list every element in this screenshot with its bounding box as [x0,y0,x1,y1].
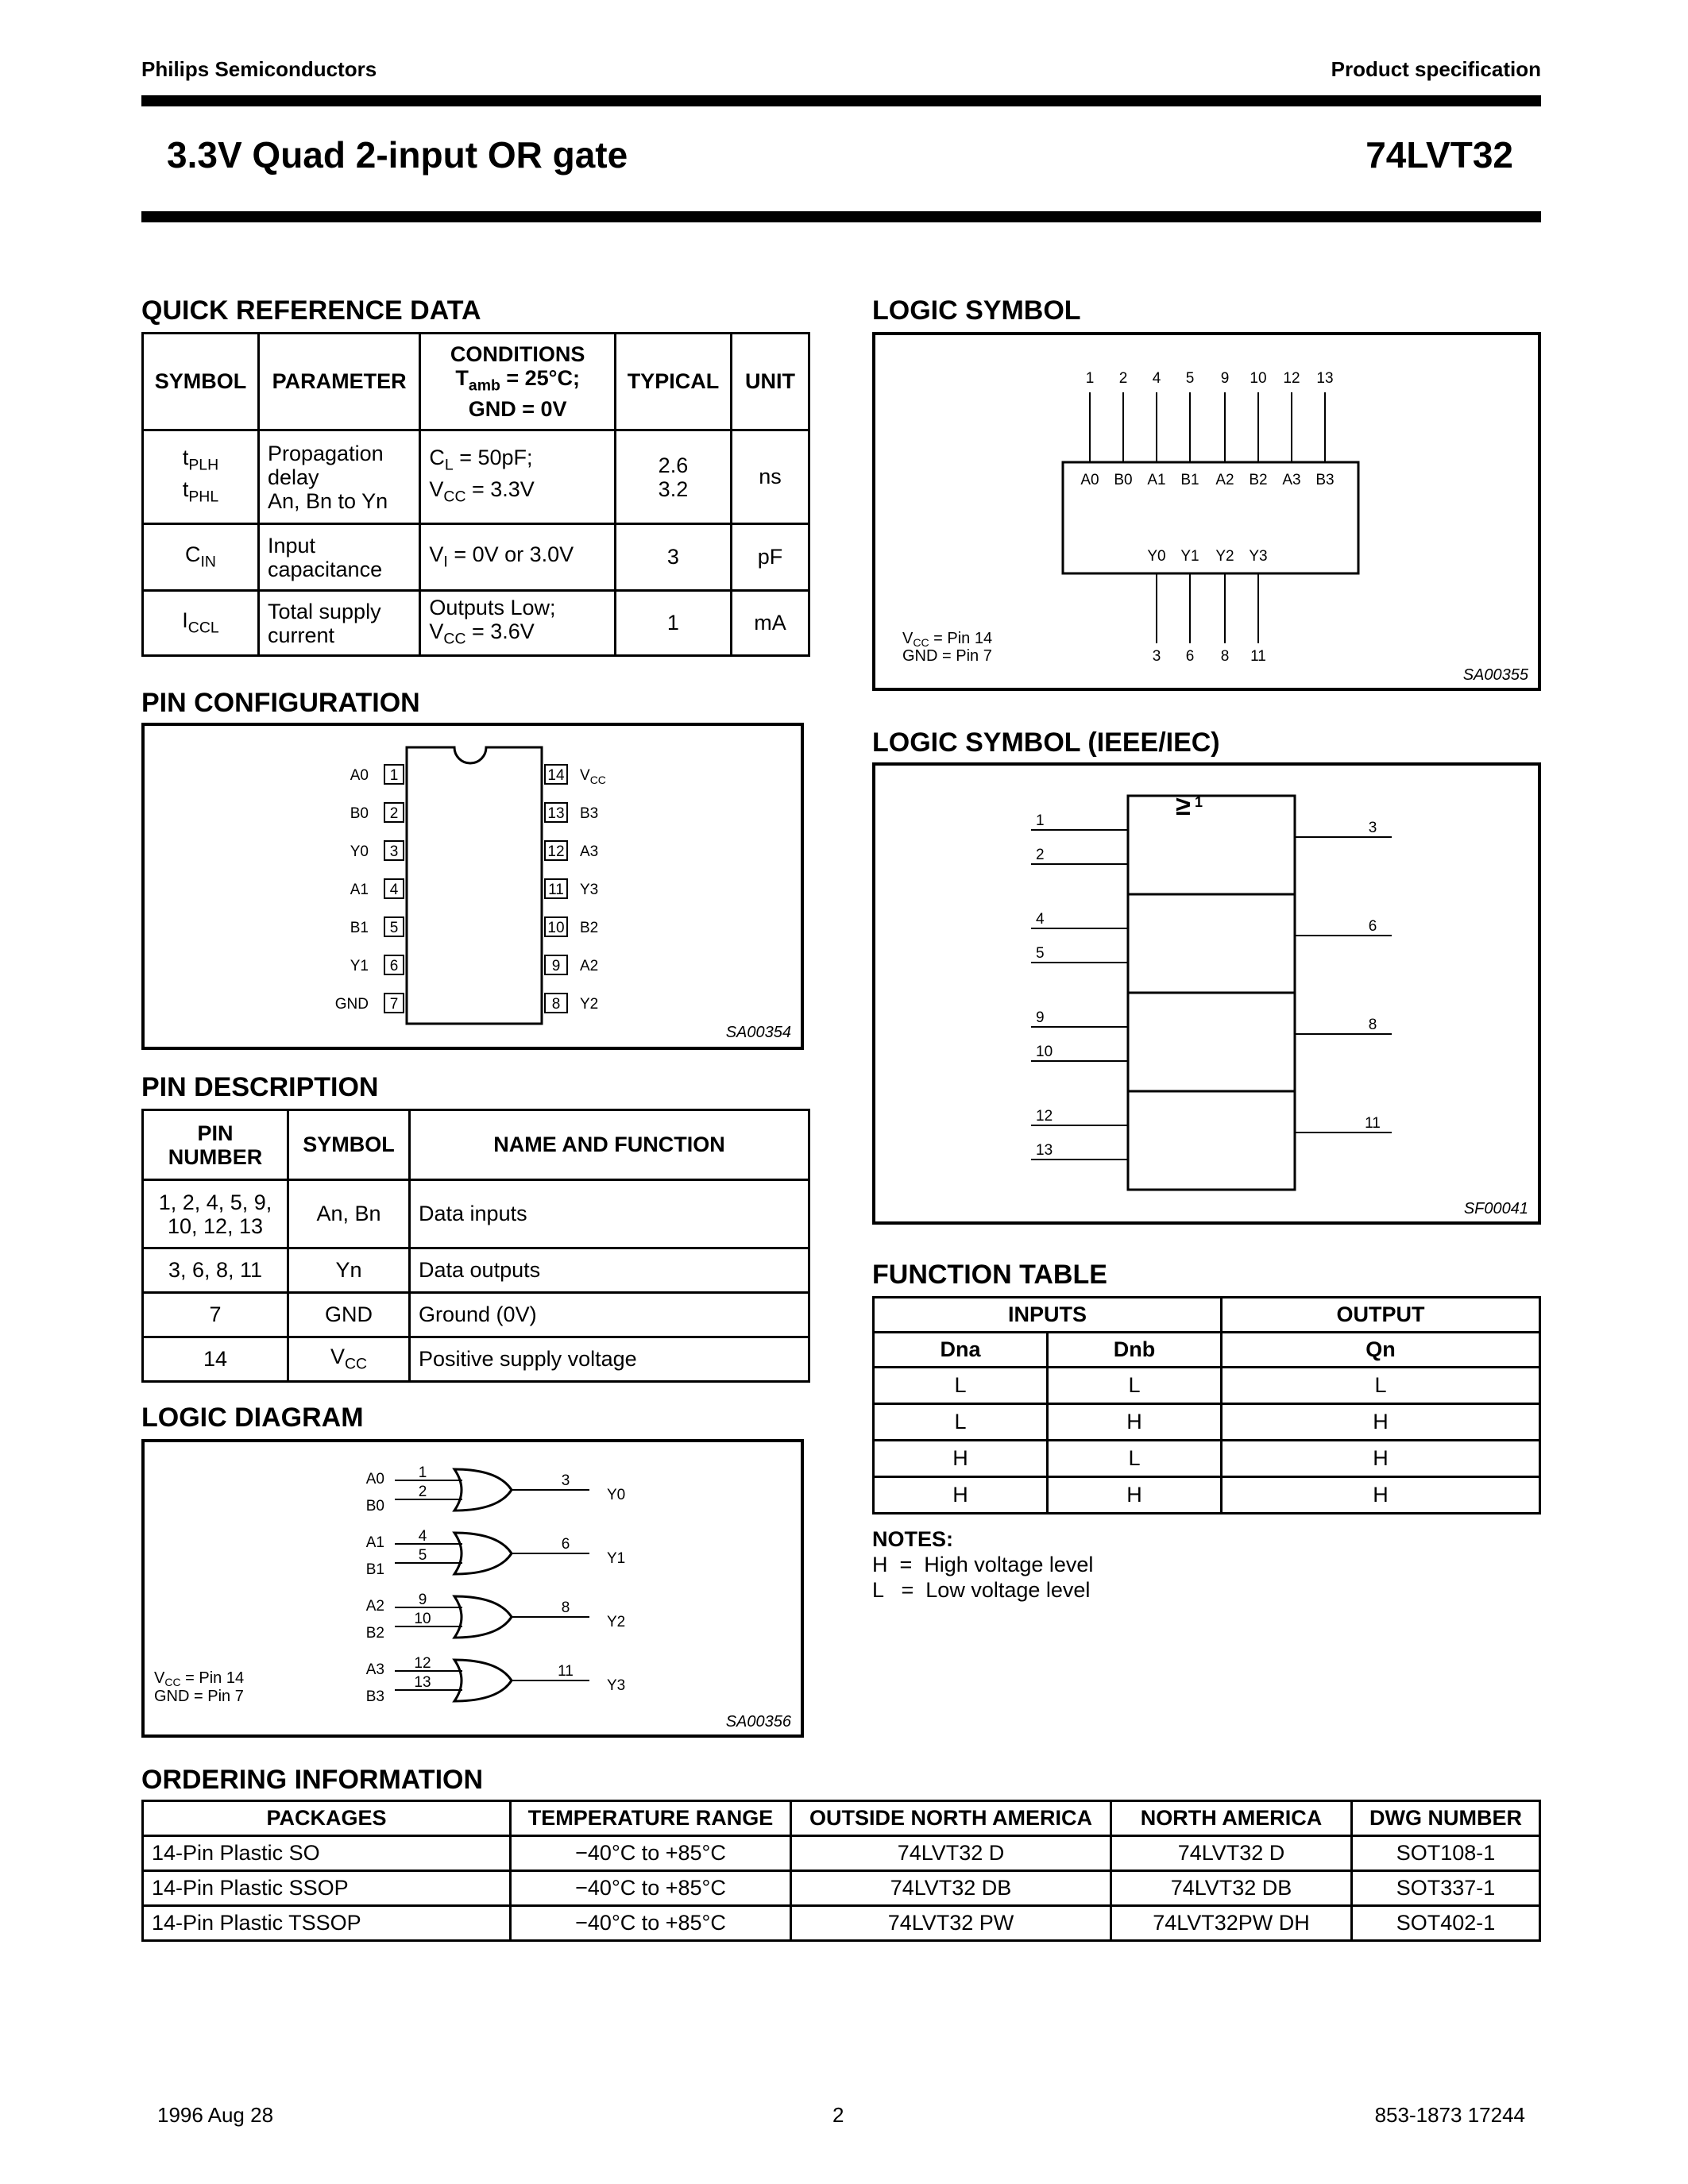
output-label: Y2 [607,1614,626,1630]
company-name: Philips Semiconductors [141,57,377,81]
function-table-heading: FUNCTION TABLE [872,1260,1107,1290]
figure-code: SF00041 [1463,1200,1528,1217]
col-temperature: TEMPERATURE RANGE [511,1801,791,1836]
pin-number: 8 [561,1599,570,1616]
input-label: A0 [1080,472,1099,488]
or-gate-icon [454,1660,512,1701]
vcc-note: $V_{CC}$ = Pin 14 [154,1669,245,1688]
pin-number: 3 [561,1472,570,1489]
pin-number: 9 [418,1592,427,1608]
pin-name: GND [334,996,369,1013]
input-label: B1 [365,1561,384,1578]
pin-number: 4 [418,1528,427,1545]
pin-number: 6 [389,958,399,974]
pin-number: 13 [414,1674,431,1691]
pin-name: B2 [580,920,599,936]
input-label: B3 [365,1688,384,1705]
pin-number: 2 [389,805,399,822]
vcc-note: $V_{CC}$ = Pin 14 [902,630,993,649]
col-qn: Qn [1222,1333,1540,1368]
pin-number: 8 [1220,648,1230,665]
pin-number: 9 [1036,1009,1045,1026]
pin-number: 2 [418,1484,427,1500]
or-block [1128,894,1295,993]
or-qualifier-number: 1 [1195,794,1203,810]
col-north-america: NORTH AMERICA [1111,1801,1352,1836]
pin-number: 3 [1368,820,1377,836]
pin-number: 12 [1283,370,1300,387]
pin-number: 4 [389,882,399,898]
pin-number: 6 [561,1536,570,1553]
pin-name: A3 [580,843,599,860]
pin-description-table [141,1109,810,1383]
pin-number: 5 [1185,370,1195,387]
table-row: H H H [874,1477,1540,1514]
col-dwg-number: DWG NUMBER [1352,1801,1540,1836]
inputs-group-header: INPUTS [874,1298,1222,1333]
table-row: $t_{PLH}$ $t_{PHL}$ Propagation delay An, Bn to Yn $C_L = 50pF$; $V_{CC} = 3.3V$ 2.6 3.2 ns [143,430,809,524]
pin-number: 3 [389,843,399,860]
pin-number: 14 [547,767,565,784]
table-row: 14 $V_{CC}$ Positive supply voltage [143,1337,809,1382]
pin-name: B0 [350,805,369,822]
logic-diagram-heading: LOGIC DIAGRAM [141,1403,364,1433]
ordering-heading: ORDERING INFORMATION [141,1765,484,1795]
part-number: 74LVT32 [1365,134,1513,176]
pin-configuration-heading: PIN CONFIGURATION [141,688,420,718]
function-notes: NOTES: H = High voltage level L = Low voltage level [872,1527,1094,1602]
pin-name: Y1 [350,958,369,974]
col-typical: TYPICAL [615,334,731,430]
logic-symbol-heading: LOGIC SYMBOL [872,295,1081,326]
footer-doc-code: 853-1873 17244 [1374,2103,1525,2127]
pin-configuration-figure [141,723,804,1050]
dip-package-drawing [145,726,801,1047]
logic-symbol-body [1063,462,1358,573]
col-symbol: SYMBOL [288,1110,410,1180]
input-label: A3 [365,1661,384,1678]
input-label: B3 [1315,472,1335,488]
input-label: A1 [1147,472,1166,488]
iec-symbol-drawing [875,766,1538,1221]
pin-number: 13 [1316,370,1334,387]
pin-name: B1 [350,920,369,936]
input-label: B0 [365,1498,384,1515]
pin-number: 12 [1036,1108,1053,1125]
pin-number: 10 [1250,370,1267,387]
output-label: Y0 [1147,548,1166,565]
col-unit: UNIT [731,334,809,430]
col-conditions: CONDITIONS $T_{amb} = 25^\circ C$; GND = 0V [420,334,616,430]
output-label: Y0 [607,1487,626,1503]
quick-reference-table [141,332,810,657]
or-block [1128,1091,1295,1190]
footer-date: 1996 Aug 28 [157,2103,274,2127]
pin-number: 9 [1220,370,1230,387]
pin-number: 11 [558,1663,574,1680]
pin-number: 7 [389,996,399,1013]
pin-name: $V_{CC}$ [580,767,606,786]
table-row: 7 GND Ground (0V) [143,1293,809,1337]
pin-description-heading: PIN DESCRIPTION [141,1072,379,1102]
pin-name: Y3 [580,882,599,898]
pin-number: 1 [1036,812,1045,829]
pin-name: B3 [580,805,599,822]
input-label: B1 [1180,472,1199,488]
output-label: Y2 [1215,548,1234,565]
input-label: A0 [365,1471,384,1488]
table-row: L H H [874,1404,1540,1441]
figure-code: SA00354 [725,1024,791,1041]
col-packages: PACKAGES [143,1801,511,1836]
table-row: $C_{IN}$ Input capacitance $V_I = 0V$ or 3.0V 3 pF [143,524,809,591]
or-gate-icon [454,1533,512,1574]
footer-page: 2 [832,2103,844,2127]
pin-number: 8 [551,996,561,1013]
pin-number: 4 [1152,370,1161,387]
table-row: L L L [874,1368,1540,1404]
or-qualifier-symbol: ≥ [1176,791,1191,821]
pin-number: 4 [1036,911,1045,928]
pin-number: 3 [1152,648,1161,665]
pin-number: 2 [1118,370,1128,387]
table-row: H L H [874,1441,1540,1477]
col-outside-na: OUTSIDE NORTH AMERICA [791,1801,1111,1836]
pin-number: 10 [1036,1044,1053,1060]
table-row: 1, 2, 4, 5, 9, 10, 12, 13 An, Bn Data inputs [143,1180,809,1248]
pin-number: 1 [1085,370,1095,387]
logic-symbol-drawing [875,335,1538,688]
pin-number: 5 [418,1547,427,1564]
pin-number: 10 [547,920,565,936]
table-row: 14-Pin Plastic TSSOP −40°C to +85°C 74LVT32 PW 74LVT32PW DH SOT402-1 [143,1906,1540,1941]
pin-number: 1 [389,767,399,784]
gnd-note: GND = Pin 7 [154,1688,244,1705]
input-label: A3 [1282,472,1301,488]
pin-number: 6 [1185,648,1195,665]
logic-symbol-figure [872,332,1541,691]
pin-name: Y2 [580,996,599,1013]
input-label: A2 [365,1598,384,1615]
col-dnb: Dnb [1048,1333,1222,1368]
pin-number: 11 [548,882,564,898]
ordering-table [141,1800,1541,1942]
or-block [1128,993,1295,1091]
or-gates-drawing [145,1442,801,1734]
doc-type: Product specification [1331,57,1541,81]
col-function: NAME AND FUNCTION [410,1110,809,1180]
pin-number: 11 [1365,1115,1381,1132]
pin-number: 6 [1368,918,1377,935]
pin-number: 5 [1036,945,1045,962]
logic-diagram-figure [141,1439,804,1738]
table-row: 14-Pin Plastic SSOP −40°C to +85°C 74LVT32 DB 74LVT32 DB SOT337-1 [143,1871,1540,1906]
table-row: 14-Pin Plastic SO −40°C to +85°C 74LVT32 D 74LVT32 D SOT108-1 [143,1836,1540,1871]
pin-number: 13 [547,805,565,822]
col-parameter: PARAMETER [258,334,419,430]
function-table [872,1296,1541,1515]
output-group-header: OUTPUT [1222,1298,1540,1333]
header-rule-bottom [141,211,1541,222]
table-row: $I_{CCL}$ Total supply current Outputs Low; $V_{CC} = 3.6V$ 1 mA [143,591,809,656]
pin-number: 8 [1368,1017,1377,1033]
header-rule-top [141,95,1541,106]
table-row: 3, 6, 8, 11 Yn Data outputs [143,1248,809,1293]
or-gate-icon [454,1596,512,1638]
pin-name: A0 [350,767,369,784]
logic-symbol-iec-figure [872,762,1541,1225]
pin-name: Y0 [350,843,369,860]
pin-number: 10 [414,1611,431,1627]
pin-number: 12 [547,843,565,860]
output-label: Y3 [607,1677,626,1694]
pin-number: 1 [418,1464,427,1481]
pin-number: 9 [551,958,561,974]
input-label: B2 [1249,472,1268,488]
quick-reference-heading: QUICK REFERENCE DATA [141,295,481,326]
pin-number: 2 [1036,847,1045,863]
pin-number: 12 [414,1655,431,1672]
output-label: Y1 [607,1550,626,1567]
input-label: A1 [365,1534,384,1551]
pin-number: 13 [1036,1142,1053,1159]
dip-body [407,747,542,1024]
input-label: A2 [1215,472,1234,488]
col-pin-number: PIN NUMBER [143,1110,288,1180]
col-dna: Dna [874,1333,1048,1368]
pin-name: A1 [350,882,369,898]
page-title: 3.3V Quad 2-input OR gate [167,134,628,176]
output-label: Y3 [1249,548,1268,565]
pin-number: 5 [389,920,399,936]
col-symbol: SYMBOL [143,334,259,430]
figure-code: SA00356 [725,1713,791,1731]
logic-symbol-iec-heading: LOGIC SYMBOL (IEEE/IEC) [872,727,1220,758]
input-label: B2 [365,1625,384,1642]
gnd-note: GND = Pin 7 [902,647,992,665]
or-gate-icon [454,1469,512,1511]
pin-name: A2 [580,958,599,974]
pin-number: 11 [1250,648,1266,665]
output-label: Y1 [1180,548,1199,565]
input-label: B0 [1114,472,1133,488]
or-block [1128,796,1295,894]
figure-code: SA00355 [1462,666,1528,684]
